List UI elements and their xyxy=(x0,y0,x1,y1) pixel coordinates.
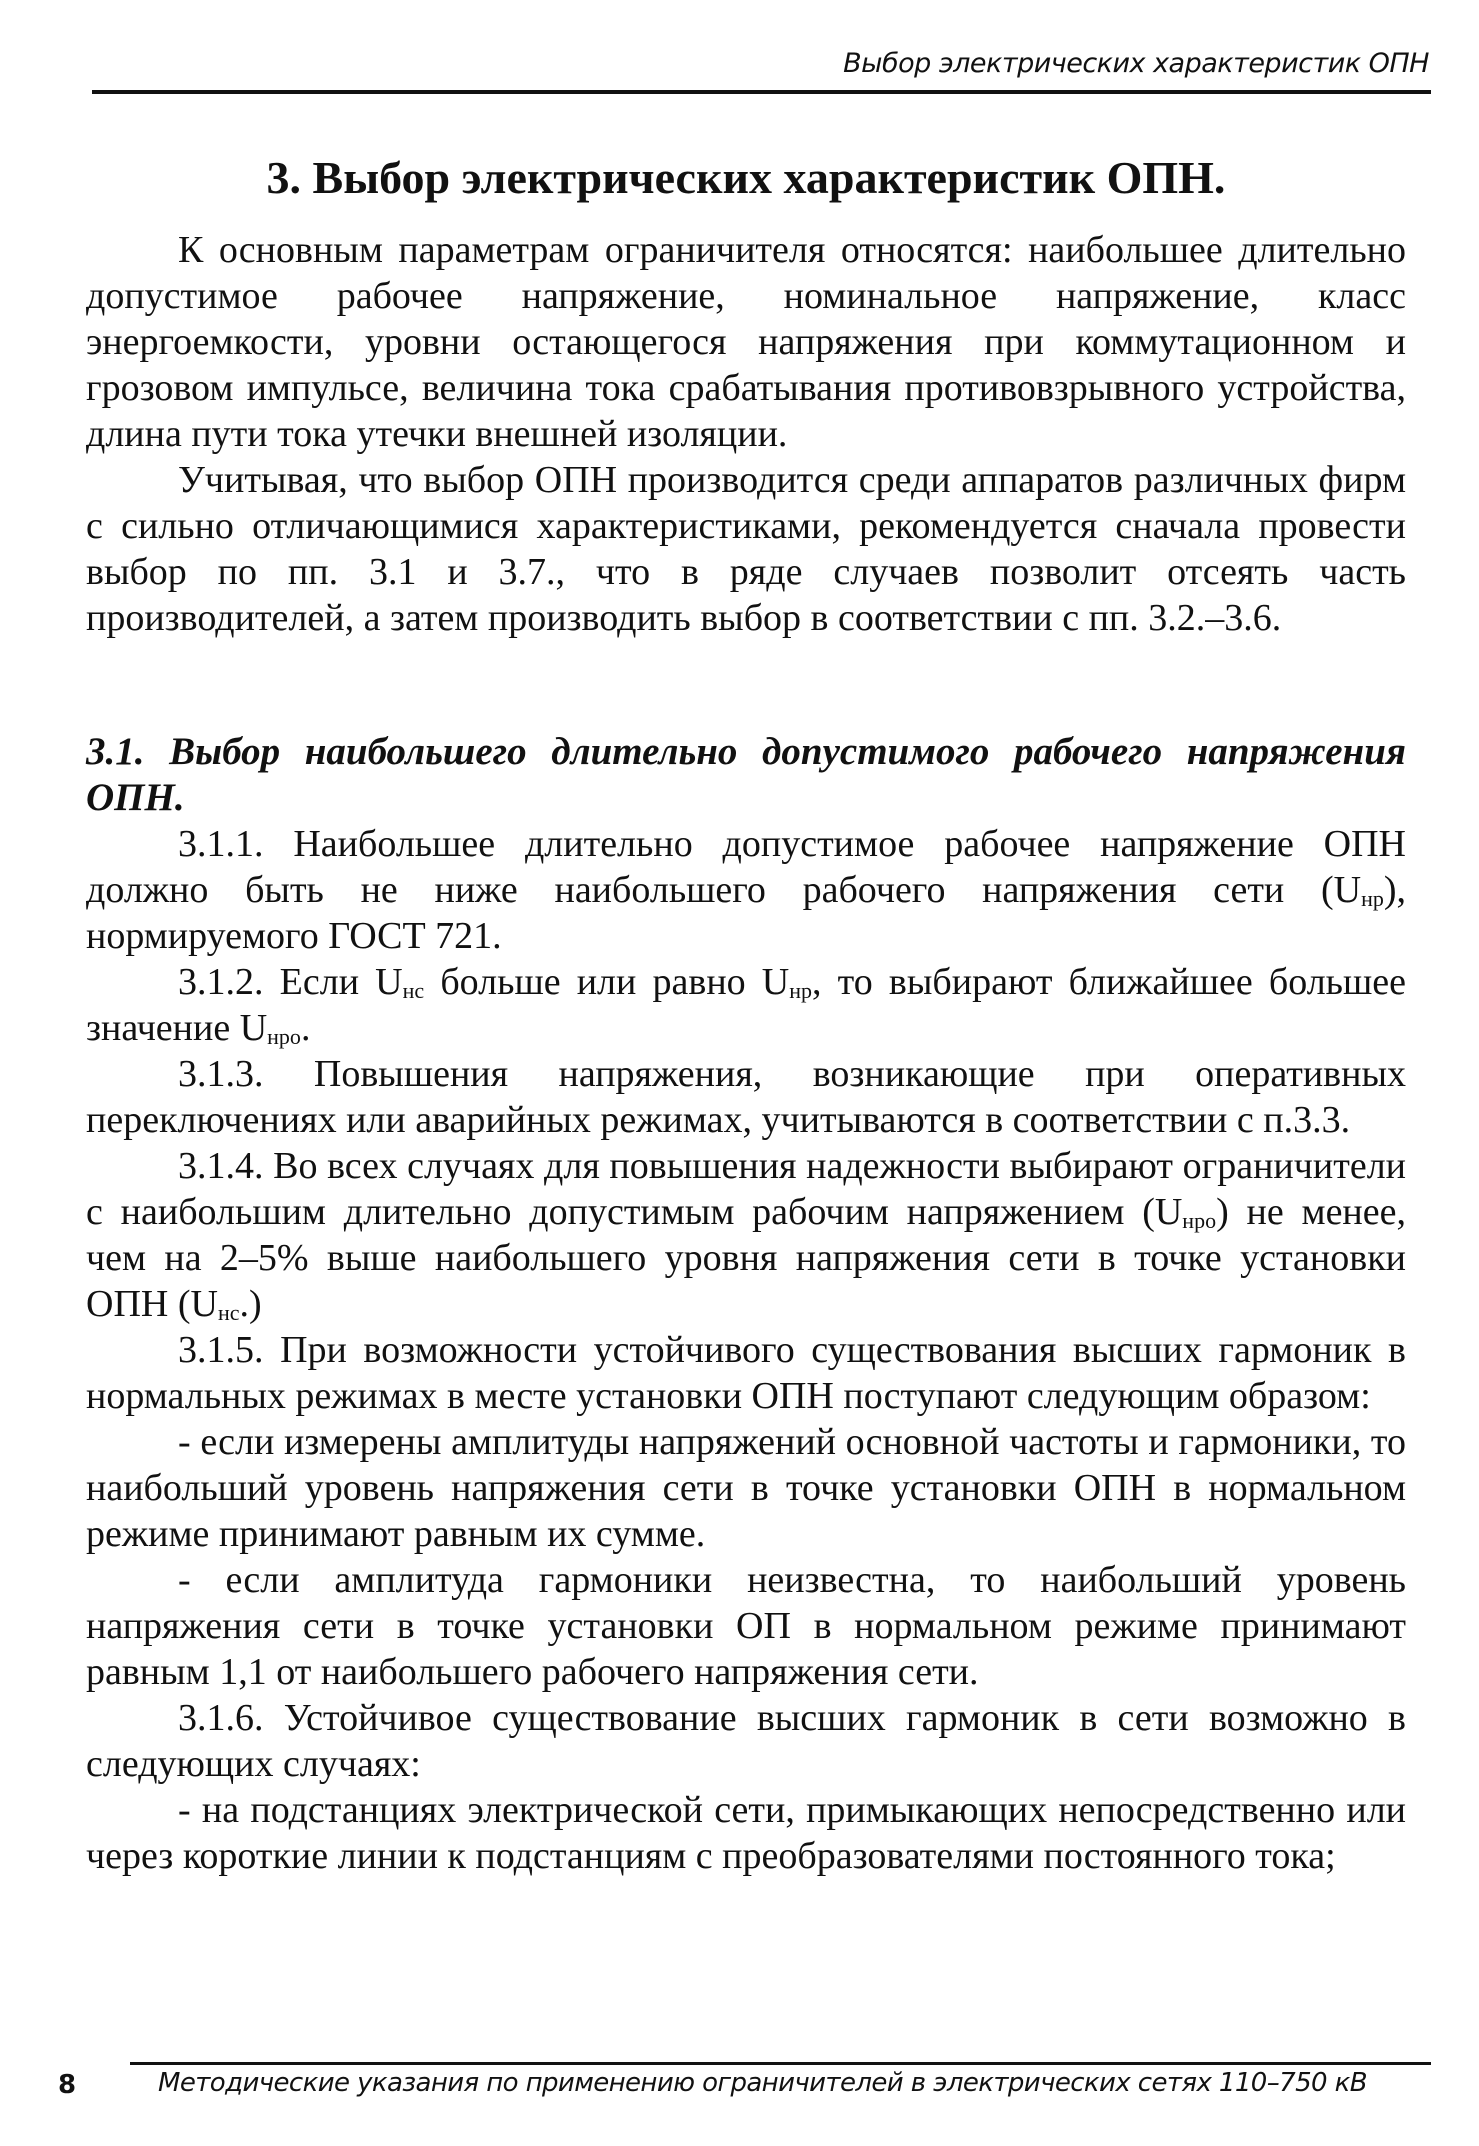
section-3-title: 3. Выбор электрических характеристик ОПН. xyxy=(266,152,1226,203)
dash-item-measured-harmonics: - если измерены амплитуды напряжений основной частоты и гармоники, то наибольший уровень напряжения сети в точке установки ОПН в нормальном режиме принимают равным их сумме. xyxy=(86,1421,1406,1556)
item-3-1-4: 3.1.4. Во всех случаях для повышения надежности выбирают ограничители с наибольшим длительно допустимым рабочим напряжением $(U_{нро})$ не менее, чем на 2–5% выше наибольшего уровня напряжения сети в точке установки ОПН $(U_{нс}.)$ xyxy=(86,1145,1406,1326)
header-divider xyxy=(92,90,1431,94)
section-3-paragraph-1: К основным параметрам ограничителя относятся: наибольшее длительно допустимое рабочее напряжение, номинальное напряжение, класс энергоемкости, уровни остающегося напряжения при коммутационном и грозовом импульсе, величина тока срабатывания противовзрывного устройства, длина пути тока утечки внешней изоляции. xyxy=(86,229,1406,456)
footer-text: Методические указания по применению ограничителей в электрических сетях 110–750 кВ xyxy=(158,2068,1367,2098)
dash-item-unknown-harmonics: - если амплитуда гармоники неизвестна, то наибольший уровень напряжения сети в точке установки ОП в нормальном режиме принимают равным 1,1 от наибольшего рабочего напряжения сети. xyxy=(86,1559,1406,1694)
item-3-1-2: 3.1.2. Если $U_{нс}$ больше или равно $U_{нр}$, то выбирают ближайшее большее значение $U_{нро}$. xyxy=(86,961,1406,1050)
item-3-1-3: 3.1.3. Повышения напряжения, возникающие при оперативных переключениях или аварийных режимах, учитываются в соответствии с п.3.3. xyxy=(86,1053,1406,1142)
item-3-1-1: 3.1.1. Наибольшее длительно допустимое рабочее напряжение ОПН должно быть не ниже наибольшего рабочего напряжения сети $(U_{нр})$, нормируемого ГОСТ 721. xyxy=(86,823,1406,958)
footer-divider xyxy=(130,2062,1431,2065)
item-3-1-6: 3.1.6. Устойчивое существование высших гармоник в сети возможно в следующих случаях: xyxy=(86,1697,1406,1786)
dash-item-substations: - на подстанциях электрической сети, примыкающих непосредственно или через короткие линии к подстанциям с преобразователями постоянного тока; xyxy=(86,1789,1406,1878)
spacer xyxy=(86,641,1406,729)
item-3-1-5: 3.1.5. При возможности устойчивого существования высших гармоник в нормальных режимах в месте установки ОПН поступают следующим образом: xyxy=(86,1329,1406,1418)
running-header: Выбор электрических характеристик ОПН xyxy=(843,48,1429,79)
section-3-paragraph-2: Учитывая, что выбор ОПН производится среди аппаратов различных фирм с сильно отличающимися характеристиками, рекомендуется сначала провести выбор по пп. 3.1 и 3.7., что в ряде случаев позволит отсеять часть производителей, а затем производить выбор в соответствии с пп. 3.2.–3.6. xyxy=(86,459,1406,640)
page-body xyxy=(86,150,1406,1879)
page-number: 8 xyxy=(58,2070,77,2100)
section-3-1-title: 3.1. Выбор наибольшего длительно допустимого рабочего напряжения ОПН. xyxy=(86,730,1406,820)
